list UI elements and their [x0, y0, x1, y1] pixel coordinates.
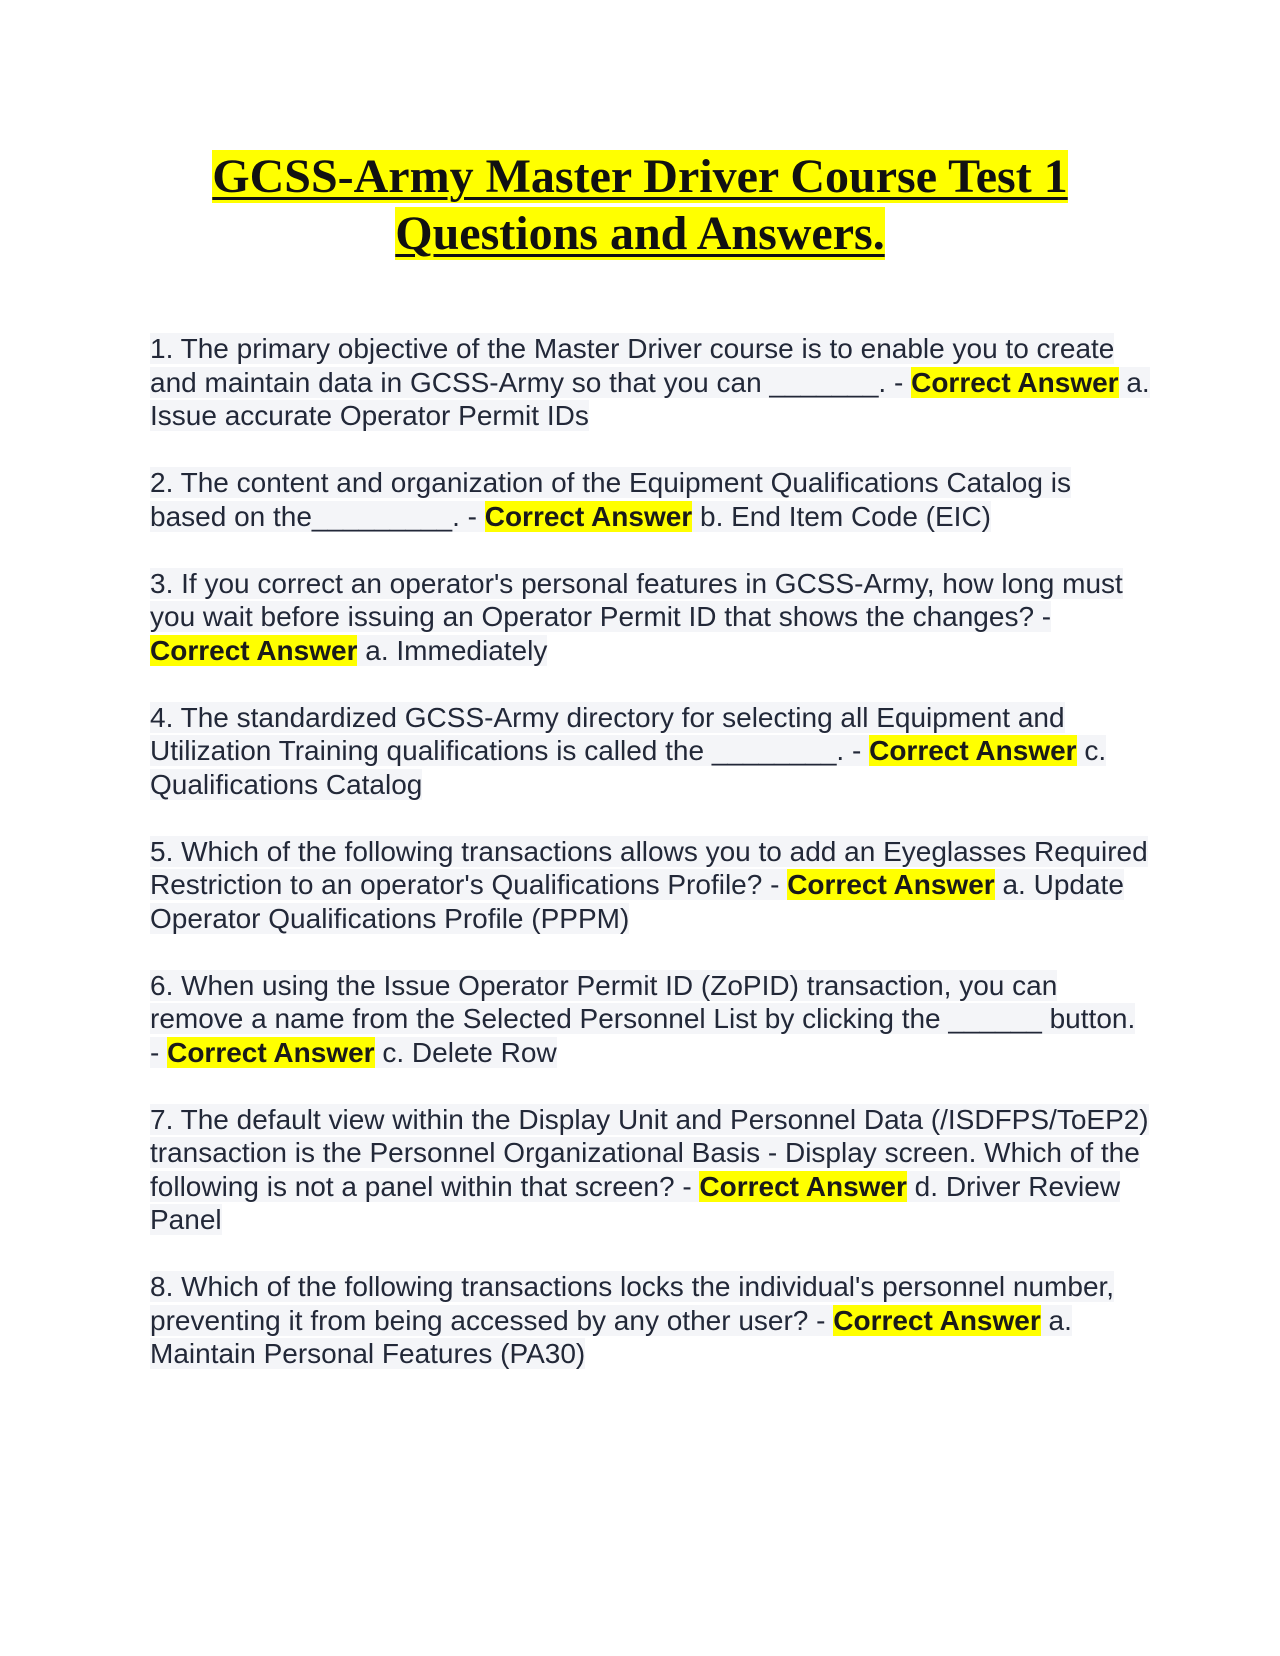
question-text: 3. If you correct an operator's personal features in GCSS-Army, how long must you wait before issuing an Operator Permit ID that shows the changes? -: [150, 567, 1123, 632]
correct-answer-label: Correct Answer: [167, 1036, 375, 1068]
correct-answer-label: Correct Answer: [787, 869, 995, 900]
question-item: [150, 1270, 1150, 1371]
correct-answer-label: Correct Answer: [699, 1170, 907, 1202]
question-item: [150, 969, 1150, 1070]
answer-text: b. End Item Code (EIC): [692, 500, 992, 532]
answer-text: a. Immediately: [357, 634, 548, 666]
question-item: [150, 567, 1150, 668]
correct-answer-label: Correct Answer: [150, 634, 358, 666]
title-line-2: Questions and Answers.: [395, 207, 885, 260]
question-text: 7. The default view within the Display Unit and Personnel Data (/ISDFPS/ToEP2) transaction is the Personnel Organizational Basis - Display screen. Which of the following is not a panel within that screen? -: [150, 1103, 1149, 1202]
correct-answer-label: Correct Answer: [484, 500, 693, 532]
question-item: [150, 332, 1150, 433]
document-title: [100, 148, 1180, 262]
answer-text: c. Qualifications Catalog: [150, 735, 1107, 800]
answer-text: d. Driver Review Panel: [150, 1170, 1121, 1235]
question-text: 1. The primary objective of the Master Driver course is to enable you to create and maintain data in GCSS-Army so that you can _______. -: [150, 333, 1115, 398]
answer-text: a. Issue accurate Operator Permit IDs: [150, 366, 1150, 431]
correct-answer-label: Correct Answer: [833, 1304, 1041, 1336]
question-list: [150, 332, 1150, 1404]
question-item: [150, 701, 1150, 802]
answer-text: c. Delete Row: [374, 1036, 557, 1068]
question-item: [150, 1103, 1150, 1237]
title-line-1: GCSS-Army Master Driver Course Test 1: [212, 150, 1068, 203]
question-item: [150, 466, 1150, 533]
correct-answer-label: Correct Answer: [911, 366, 1119, 398]
question-item: [150, 835, 1150, 936]
answer-text: a. Maintain Personal Features (PA30): [150, 1304, 1072, 1369]
question-text: 5. Which of the following transactions allows you to add an Eyeglasses Required Restriction to an operator's Qualifications Profile? -: [150, 835, 1148, 900]
question-text: 8. Which of the following transactions locks the individual's personnel number, preventing it from being accessed by any other user? -: [150, 1271, 1115, 1336]
correct-answer-label: Correct Answer: [869, 735, 1077, 766]
answer-text: a. Update Operator Qualifications Profile (PPPM): [150, 869, 1124, 934]
question-text: 6. When using the Issue Operator Permit ID (ZoPID) transaction, you can remove a name from the Selected Personnel List by clicking the ______ button. -: [150, 969, 1136, 1068]
question-text: 4. The standardized GCSS-Army directory for selecting all Equipment and Utilization Training qualifications is called the ________. -: [150, 701, 1065, 766]
question-text: 2. The content and organization of the Equipment Qualifications Catalog is based on the_________. -: [150, 467, 1071, 532]
